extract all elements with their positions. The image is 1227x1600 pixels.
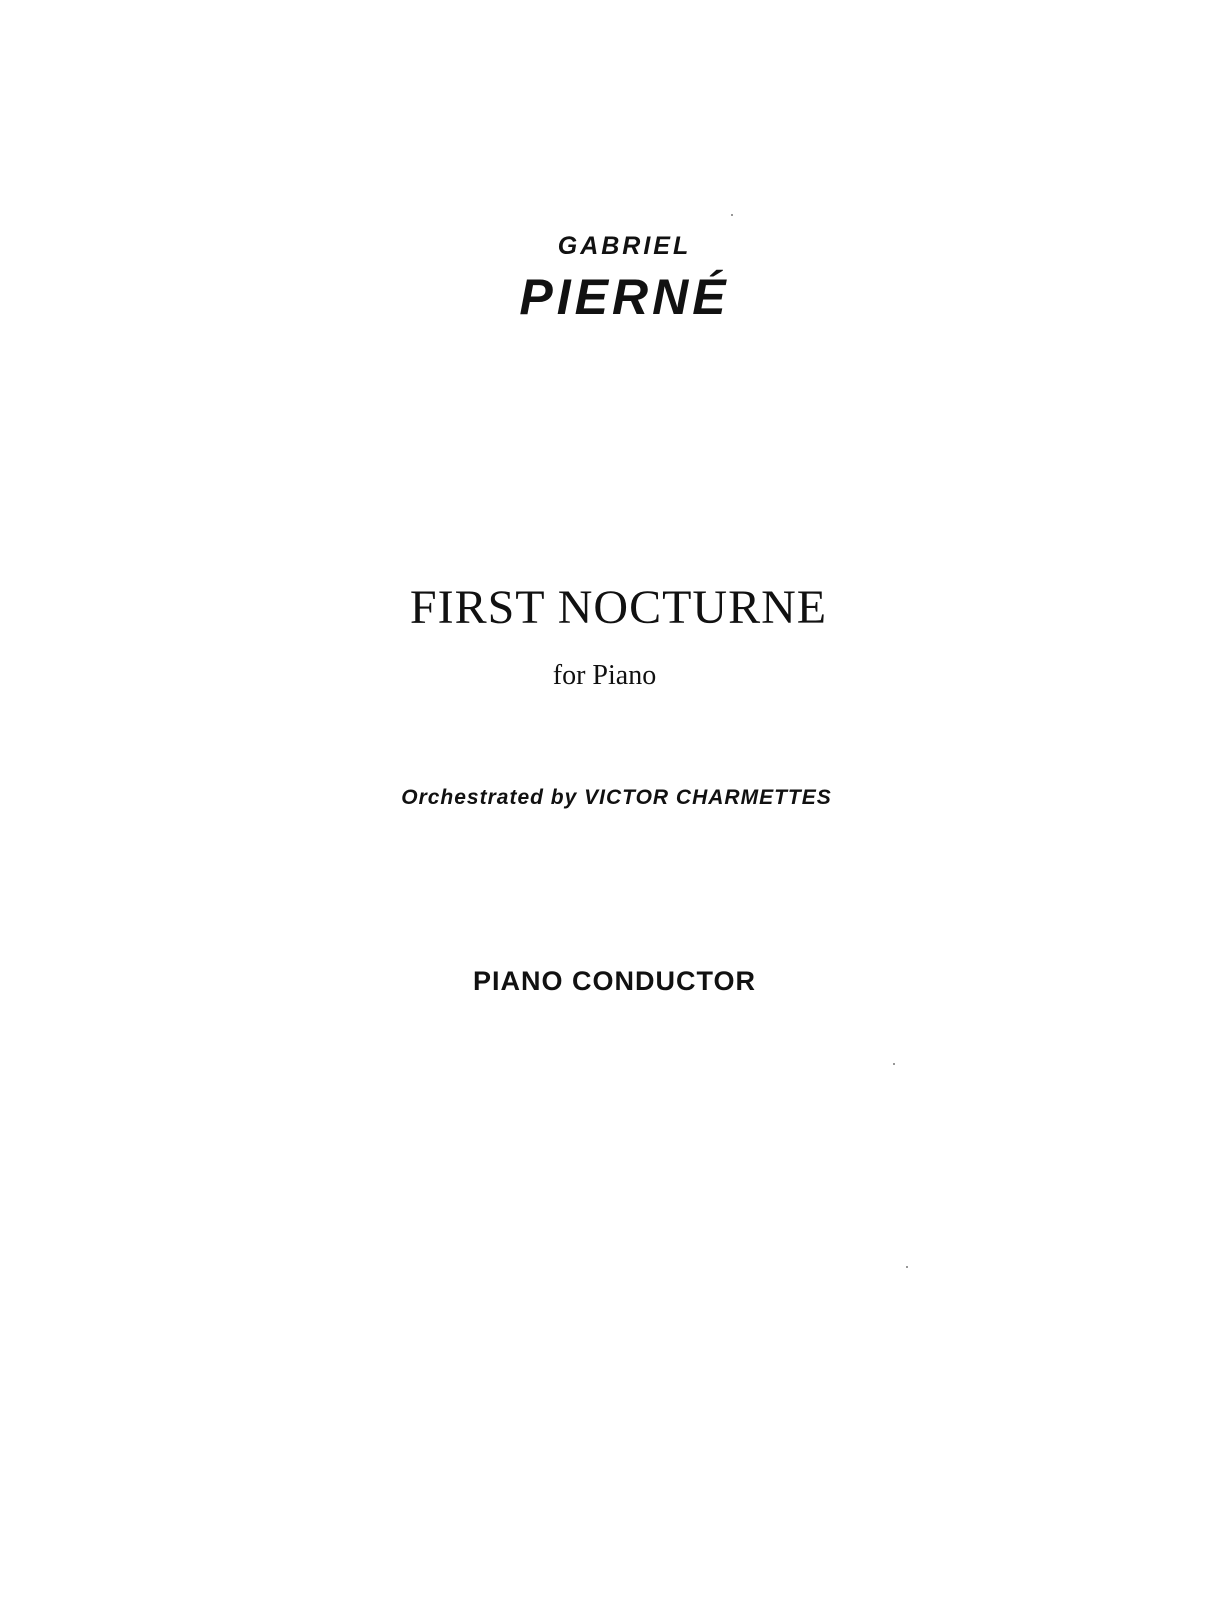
composer-first-name: GABRIEL bbox=[557, 232, 692, 260]
work-title: FIRST NOCTURNE bbox=[409, 581, 828, 634]
scan-speck bbox=[893, 1063, 895, 1065]
scan-speck bbox=[906, 1266, 908, 1268]
composer-last-name: PIERNÉ bbox=[519, 269, 730, 325]
scan-speck bbox=[731, 214, 733, 216]
work-subtitle: for Piano bbox=[552, 660, 657, 691]
orchestration-credit: Orchestrated by VICTOR CHARMETTES bbox=[401, 786, 832, 809]
part-name: PIANO CONDUCTOR bbox=[472, 966, 756, 996]
